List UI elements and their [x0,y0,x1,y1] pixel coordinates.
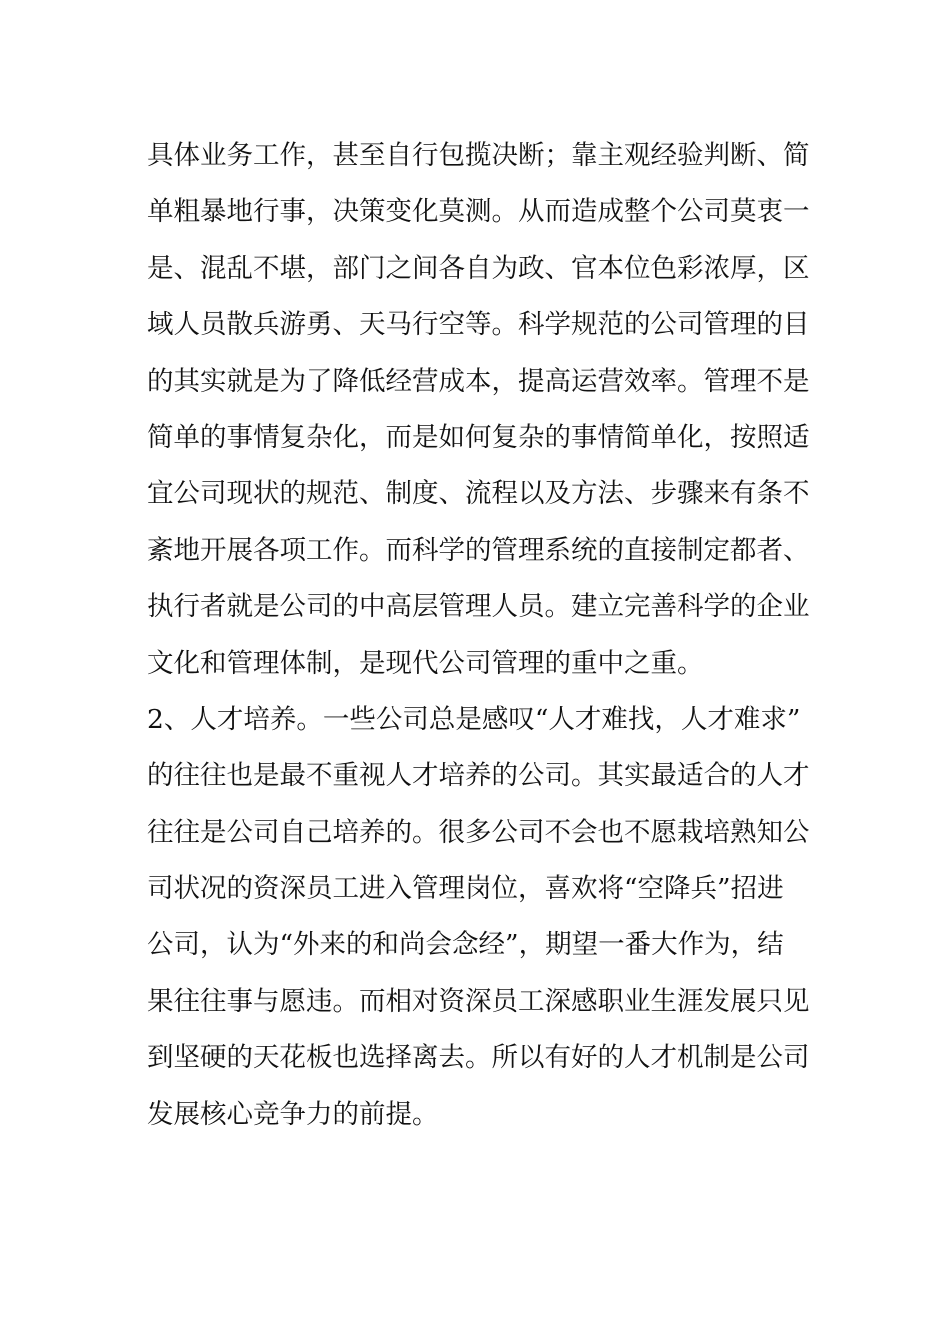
text-line: 司状况的资深员工进入管理岗位，喜欢将“空降兵”招进 [147,873,784,905]
text-line: 的其实就是为了降低经营成本，提高运营效率。管理不是 [147,365,810,397]
text-line: 具体业务工作，甚至自行包揽决断；靠主观经验判断、简 [147,140,810,171]
text-line: 到坚硬的天花板也选择离去。所以有好的人才机制是公司 [147,1042,810,1074]
text-line: 果往往事与愿违。而相对资深员工深感职业生涯发展只见 [147,985,810,1017]
text-line: 紊地开展各项工作。而科学的管理系统的直接制定都者、 [147,534,810,566]
text-line: 往往是公司自己培养的。很多公司不会也不愿栽培熟知公 [147,816,810,848]
text-line: 简单的事情复杂化，而是如何复杂的事情简单化，按照适 [147,421,810,453]
text-line: 公司，认为“外来的和尚会念经”，期望一番大作为，结 [147,929,784,961]
text-line: 是、混乱不堪，部门之间各自为政、官本位色彩浓厚，区 [147,252,810,284]
text-line: 执行者就是公司的中高层管理人员。建立完善科学的企业 [147,591,810,623]
text-line: 发展核心竞争力的前提。 [147,1098,439,1130]
text-line: 单粗暴地行事，决策变化莫测。从而造成整个公司莫衷一 [147,196,810,228]
text-line: 的往往也是最不重视人才培养的公司。其实最适合的人才 [147,760,810,792]
section-heading-line: 2、人才培养。一些公司总是感叹“人才难找，人才难求” [147,703,801,735]
body-text [147,128,810,1147]
text-line: 域人员散兵游勇、天马行空等。科学规范的公司管理的目 [147,309,810,341]
text-line: 文化和管理体制，是现代公司管理的重中之重。 [147,647,704,679]
text-line: 宜公司现状的规范、制度、流程以及方法、步骤来有条不 [147,478,810,510]
